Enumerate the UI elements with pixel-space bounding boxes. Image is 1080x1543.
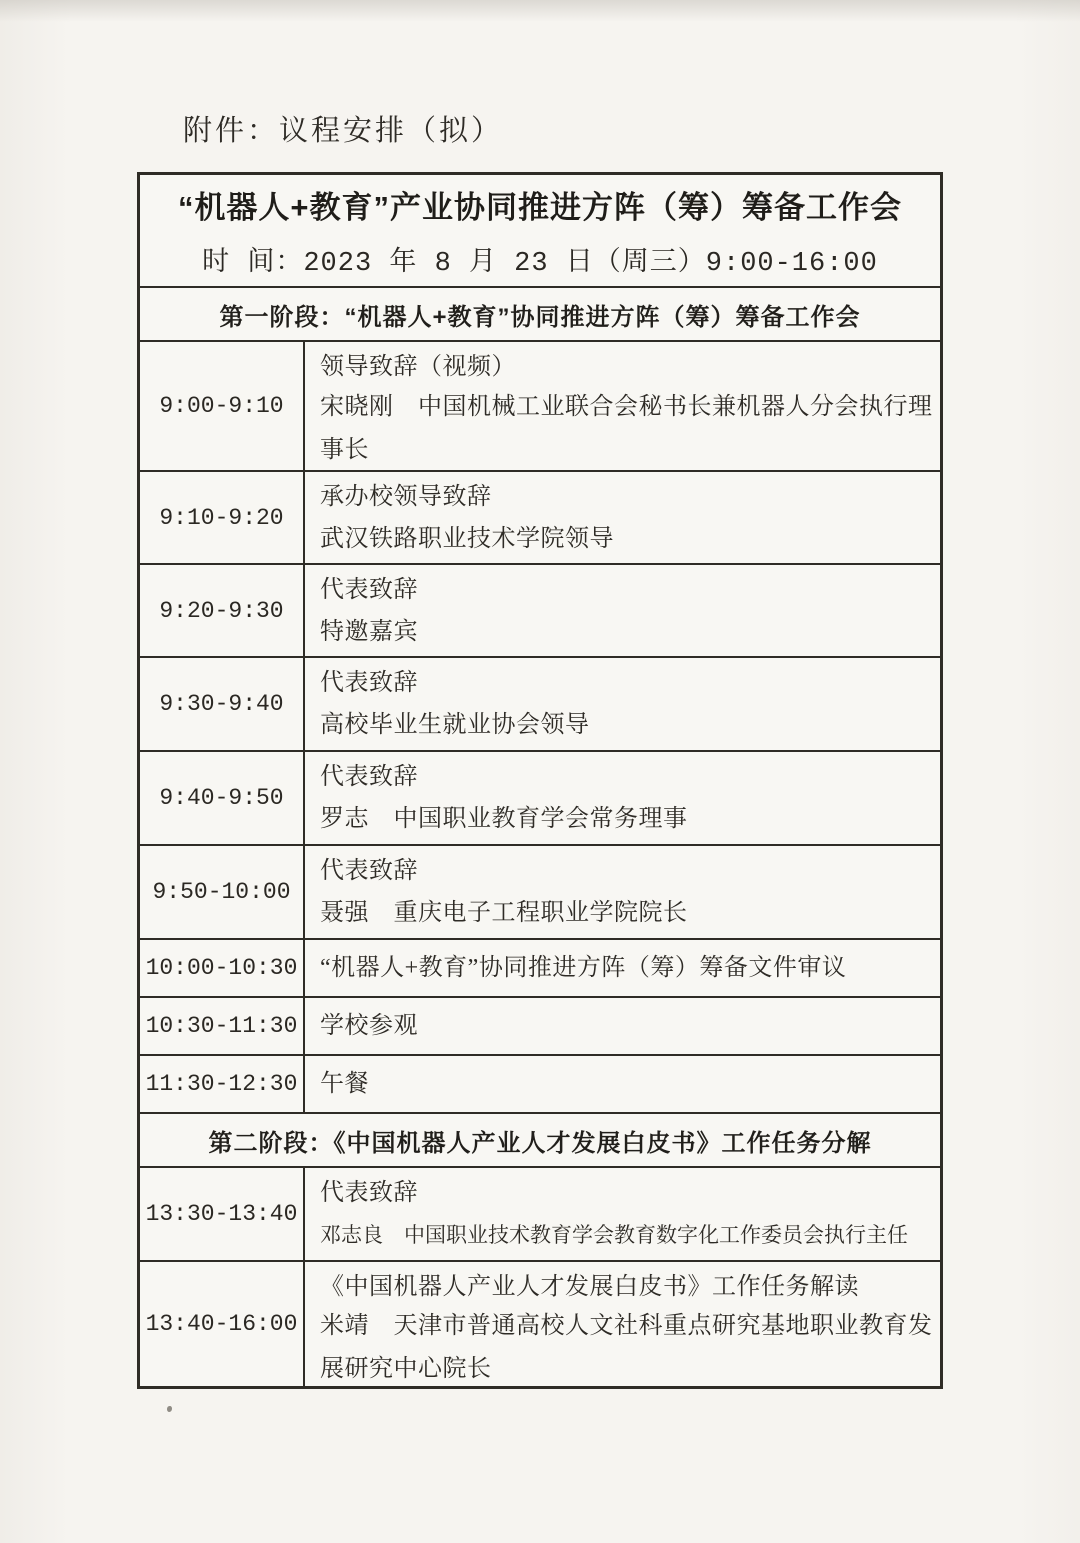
time-cell: 9:20-9:30 xyxy=(140,565,305,656)
table-header xyxy=(140,175,940,286)
agenda-line: 代表致辞 xyxy=(320,858,418,884)
agenda-line: 代表致辞 xyxy=(320,1180,418,1206)
agenda-line: 米靖 天津市普通高校人文社科重点研究基地职业教育发展研究中心院长 xyxy=(320,1312,933,1382)
agenda-line: 代表致辞 xyxy=(320,670,418,696)
time-cell: 13:30-13:40 xyxy=(140,1168,305,1260)
agenda-row xyxy=(140,938,940,996)
agenda-line: 代表致辞 xyxy=(320,764,418,790)
content-cell xyxy=(305,752,940,844)
agenda-row xyxy=(140,656,940,750)
content-cell xyxy=(305,1168,940,1260)
time-cell: 11:30-12:30 xyxy=(140,1056,305,1112)
time-cell: 9:40-9:50 xyxy=(140,752,305,844)
content-cell xyxy=(305,1262,940,1386)
agenda-line: “机器人+教育”协同推进方阵（筹）筹备文件审议 xyxy=(320,954,847,981)
content-cell xyxy=(305,1056,940,1112)
content-cell xyxy=(305,846,940,938)
section2-header: 第二阶段：《中国机器人产业人才发展白皮书》工作任务分解 xyxy=(140,1112,940,1166)
agenda-line: 学校参观 xyxy=(320,1012,418,1039)
scan-speck xyxy=(167,1406,172,1412)
agenda-line: 罗志 中国职业教育学会常务理事 xyxy=(320,806,688,832)
agenda-row xyxy=(140,996,940,1054)
content-cell xyxy=(305,472,940,563)
agenda-row xyxy=(140,563,940,656)
time-cell: 10:00-10:30 xyxy=(140,940,305,996)
meeting-title: “机器人+教育”产业协同推进方阵（筹）筹备工作会 xyxy=(177,190,903,225)
agenda-row xyxy=(140,1166,940,1260)
time-cell: 10:30-11:30 xyxy=(140,998,305,1054)
time-cell: 9:10-9:20 xyxy=(140,472,305,563)
agenda-table xyxy=(137,172,943,1389)
content-cell xyxy=(305,658,940,750)
agenda-line: 代表致辞 xyxy=(320,577,418,603)
agenda-line: 宋晓刚 中国机械工业联合会秘书长兼机器人分会执行理事长 xyxy=(320,394,933,463)
time-cell: 13:40-16:00 xyxy=(140,1262,305,1386)
agenda-line: 聂强 重庆电子工程职业学院院长 xyxy=(320,900,688,926)
agenda-line: 邓志良 中国职业技术教育学会教育数字化工作委员会执行主任 xyxy=(320,1223,908,1247)
time-cell: 9:00-9:10 xyxy=(140,342,305,470)
content-cell xyxy=(305,998,940,1054)
agenda-row xyxy=(140,750,940,844)
agenda-line: 高校毕业生就业协会领导 xyxy=(320,712,590,738)
time-cell: 9:50-10:00 xyxy=(140,846,305,938)
agenda-line: 领导致辞（视频） xyxy=(320,354,516,380)
agenda-row xyxy=(140,844,940,938)
agenda-line: 《中国机器人产业人才发展白皮书》工作任务解读 xyxy=(320,1274,859,1300)
time-cell: 9:30-9:40 xyxy=(140,658,305,750)
content-cell xyxy=(305,565,940,656)
content-cell xyxy=(305,940,940,996)
content-cell xyxy=(305,342,940,470)
agenda-line: 武汉铁路职业技术学院领导 xyxy=(320,525,614,552)
agenda-row xyxy=(140,1054,940,1112)
agenda-line: 承办校领导致辞 xyxy=(320,484,492,510)
agenda-line: 午餐 xyxy=(320,1070,369,1097)
attachment-label: 附件：议程安排（拟） xyxy=(183,115,504,147)
agenda-line: 特邀嘉宾 xyxy=(320,618,418,645)
section1-header: 第一阶段：“机器人+教育”协同推进方阵（筹）筹备工作会 xyxy=(140,286,940,340)
agenda-row xyxy=(140,1260,940,1386)
agenda-row xyxy=(140,340,940,470)
agenda-row xyxy=(140,470,940,563)
meeting-time: 时 间：2023 年 8 月 23 日（周三）9:00-16:00 xyxy=(202,249,878,279)
